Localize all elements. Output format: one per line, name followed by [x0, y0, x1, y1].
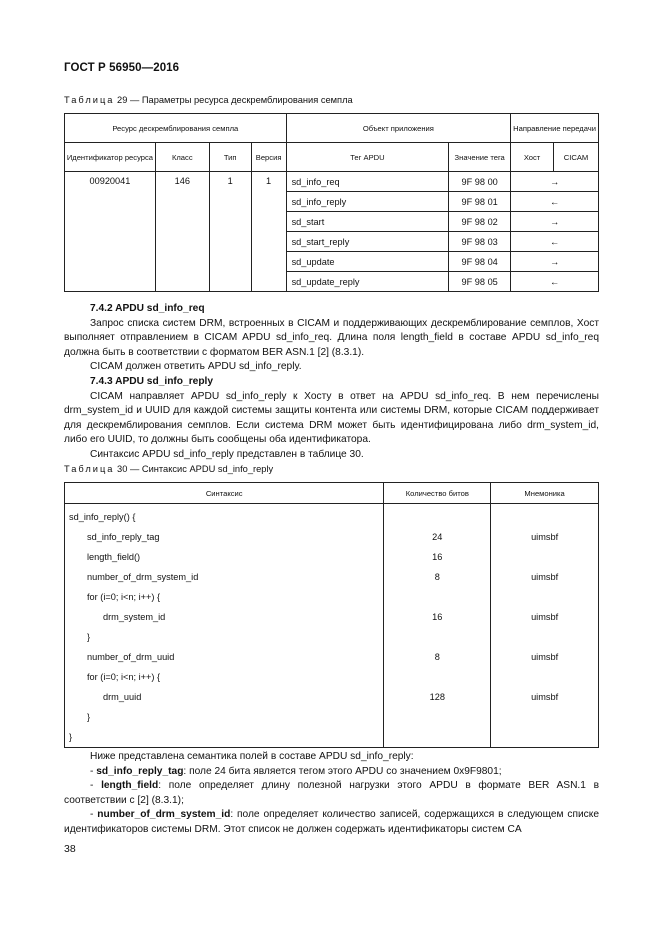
mnemonic-cell — [491, 547, 599, 567]
bits-cell: 16 — [384, 547, 491, 567]
tag-value-cell: 9F 98 05 — [449, 272, 511, 292]
syntax-cell: length_field() — [65, 547, 384, 567]
mnemonic-cell — [491, 707, 599, 727]
field-term: number_of_drm_system_id — [97, 809, 231, 821]
syntax-cell: number_of_drm_uuid — [65, 647, 384, 667]
syntax-cell: drm_system_id — [65, 607, 384, 627]
col-tag-value: Значение тега — [449, 143, 511, 172]
syntax-cell: sd_info_reply() { — [65, 504, 384, 528]
mnemonic-cell: uimsbf — [491, 687, 599, 707]
table-row — [65, 627, 599, 647]
bits-cell: 8 — [384, 647, 491, 667]
semantics-section — [64, 750, 599, 838]
field-description: : поле определяет длину полезной нагрузки этого APDU в формате BER ASN.1 в соответствии с [2] (8.3.1); — [64, 780, 599, 806]
table29-caption — [64, 95, 353, 105]
col-mnemonic: Мнемоника — [491, 483, 599, 504]
apdu-tag-cell: sd_info_reply — [286, 192, 449, 212]
bits-cell — [384, 667, 491, 687]
group-direction: Направление передачи — [511, 114, 599, 143]
paragraph: Запрос списка систем DRM, встроенных в CICAM и поддерживающих дескремблирование семплов, Хост выполняет отправлением в CICAM APDU sd_info_req. Длина поля length_field в составе APDU sd_info_req должна быть в соответствии с форматом BER ASN.1 [2] (8.3.1). — [64, 317, 599, 358]
direction-arrow: → — [511, 172, 599, 192]
table-row — [65, 547, 599, 567]
mnemonic-cell: uimsbf — [491, 567, 599, 587]
table-row — [65, 647, 599, 667]
table-row — [65, 527, 599, 547]
mnemonic-cell: uimsbf — [491, 647, 599, 667]
semantics-item: - length_field: поле определяет длину полезной нагрузки этого APDU в формате BER ASN.1 в соответствии с [2] (8.3.1); — [64, 780, 599, 806]
semantics-item: - sd_info_reply_tag: поле 24 бита является тегом этого APDU со значением 0x9F9801; — [90, 765, 502, 777]
class-cell: 146 — [155, 172, 209, 292]
table-row — [65, 567, 599, 587]
syntax-cell: } — [65, 707, 384, 727]
apdu-tag-cell: sd_update_reply — [286, 272, 449, 292]
col-syntax: Синтаксис — [65, 483, 384, 504]
bits-cell: 128 — [384, 687, 491, 707]
syntax-cell: for (i=0; i<n; i++) { — [65, 587, 384, 607]
section-heading: 7.4.2 APDU sd_info_req — [90, 303, 205, 314]
apdu-tag-cell: sd_start_reply — [286, 232, 449, 252]
table-row — [65, 607, 599, 627]
mnemonic-cell: uimsbf — [491, 607, 599, 627]
syntax-cell: for (i=0; i<n; i++) { — [65, 667, 384, 687]
bits-cell: 16 — [384, 607, 491, 627]
paragraph: Синтаксис APDU sd_info_reply представлен в таблице 30. — [90, 448, 364, 460]
document-header: ГОСТ Р 56950—2016 — [64, 62, 180, 74]
tag-value-cell: 9F 98 02 — [449, 212, 511, 232]
group-app-object: Объект приложения — [286, 114, 511, 143]
field-description: : поле 24 бита является тегом этого APDU со значением 0x9F9801; — [183, 765, 502, 777]
resource-id-cell: 00920041 — [65, 172, 156, 292]
field-description: : поле определяет количество записей, содержащихся в следующем списке идентификаторов системы DRM. Этот список не должен содержать идентификаторы систем CA — [64, 809, 599, 835]
paragraph: CICAM должен ответить APDU sd_info_reply. — [90, 361, 302, 373]
table29-caption-prefix: Таблица — [64, 95, 115, 105]
table-row — [65, 707, 599, 727]
paragraph: CICAM направляет APDU sd_info_reply к Хосту в ответ на APDU sd_info_req. В нем перечислены drm_system_id и UUID для каждой системы защиты контента или системы DRM, которые CICAM поддерживает для дескремблирования семплов. Если система DRM может быть идентифицирована либо drm_system_id, либо его UUID, то должны быть сообщены оба идентификатора. — [64, 390, 599, 446]
apdu-tag-cell: sd_start — [286, 212, 449, 232]
tag-value-cell: 9F 98 01 — [449, 192, 511, 212]
version-cell: 1 — [251, 172, 286, 292]
bits-cell: 8 — [384, 567, 491, 587]
type-cell: 1 — [209, 172, 251, 292]
table30-caption — [64, 464, 273, 474]
table29-caption-text: 29 — Параметры ресурса дескремблирования семпла — [117, 95, 353, 105]
group-resource: Ресурс дескремблирования семпла — [65, 114, 287, 143]
mnemonic-cell: uimsbf — [491, 527, 599, 547]
field-term: length_field — [101, 780, 159, 792]
col-class: Класс — [155, 143, 209, 172]
bits-cell — [384, 587, 491, 607]
direction-arrow: → — [511, 212, 599, 232]
tag-value-cell: 9F 98 04 — [449, 252, 511, 272]
apdu-tag-cell: sd_update — [286, 252, 449, 272]
syntax-table — [64, 482, 599, 748]
table-row — [65, 667, 599, 687]
field-term: sd_info_reply_tag — [96, 765, 184, 777]
syntax-cell: drm_uuid — [65, 687, 384, 707]
table-row — [65, 687, 599, 707]
col-type: Тип — [209, 143, 251, 172]
bits-cell — [384, 707, 491, 727]
direction-arrow: ← — [511, 192, 599, 212]
direction-arrow: → — [511, 252, 599, 272]
direction-arrow: ← — [511, 272, 599, 292]
syntax-cell: } — [65, 727, 384, 748]
resource-parameters-table — [64, 113, 599, 292]
col-host: Хост — [511, 143, 554, 172]
col-bits: Количество битов — [384, 483, 491, 504]
col-apdu-tag: Тег APDU — [286, 143, 449, 172]
direction-arrow: ← — [511, 232, 599, 252]
table-row — [65, 587, 599, 607]
bits-cell — [384, 627, 491, 647]
semantics-item: - number_of_drm_system_id: поле определяет количество записей, содержащихся в следующем списке идентификаторов системы DRM. Этот список не должен содержать идентификаторы систем CA — [64, 809, 599, 835]
col-version: Версия — [251, 143, 286, 172]
tag-value-cell: 9F 98 00 — [449, 172, 511, 192]
syntax-cell: sd_info_reply_tag — [65, 527, 384, 547]
page-number: 38 — [64, 843, 76, 855]
col-cicam: CICAM — [554, 143, 599, 172]
tag-value-cell: 9F 98 03 — [449, 232, 511, 252]
col-resource-id: Идентификатор ресурса — [65, 143, 156, 172]
bits-cell — [384, 727, 491, 748]
table-row — [65, 172, 599, 192]
bits-cell — [384, 504, 491, 528]
syntax-cell: } — [65, 627, 384, 647]
table30-caption-text: 30 — Синтаксис APDU sd_info_reply — [117, 464, 274, 474]
table30-caption-prefix: Таблица — [64, 464, 115, 474]
apdu-tag-cell: sd_info_req — [286, 172, 449, 192]
table-row — [65, 727, 599, 748]
mnemonic-cell — [491, 587, 599, 607]
mnemonic-cell — [491, 627, 599, 647]
mnemonic-cell — [491, 727, 599, 748]
semantics-intro: Ниже представлена семантика полей в составе APDU sd_info_reply: — [90, 751, 414, 762]
section-heading: 7.4.3 APDU sd_info_reply — [90, 375, 214, 387]
bits-cell: 24 — [384, 527, 491, 547]
table-row — [65, 504, 599, 528]
mnemonic-cell — [491, 667, 599, 687]
mnemonic-cell — [491, 504, 599, 528]
section-7-4-2 — [64, 302, 599, 463]
syntax-cell: number_of_drm_system_id — [65, 567, 384, 587]
